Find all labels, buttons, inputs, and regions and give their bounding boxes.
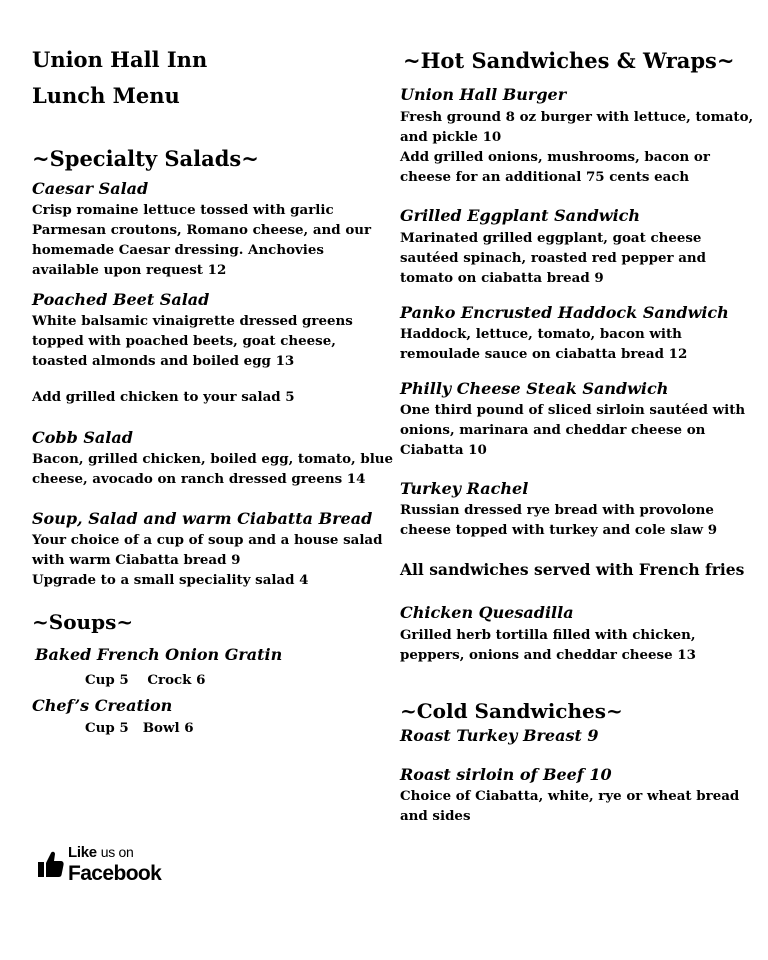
- cobb-salad-name: Cobb Salad: [32, 428, 133, 447]
- quesadilla-name: Chicken Quesadilla: [400, 603, 574, 622]
- roast-beef-description: Choice of Ciabatta, white, rye or wheat bread and sides: [400, 788, 740, 824]
- fries-note: All sandwiches served with French fries: [400, 560, 745, 579]
- eggplant-description: Marinated grilled eggplant, goat cheese sautéed spinach, roasted red pepper and tomato on ciabatta bread 9: [400, 230, 706, 286]
- burger-name: Union Hall Burger: [400, 85, 567, 104]
- facebook-brand-text: Facebook: [68, 862, 162, 885]
- quesadilla-description: Grilled herb tortilla filled with chicken, peppers, onions and cheddar cheese 13: [400, 627, 696, 663]
- philly-name: Philly Cheese Steak Sandwich: [400, 379, 669, 398]
- soup-salad-description: Your choice of a cup of soup and a house salad with warm Ciabatta bread 9 Upgrade to a small speciality salad 4: [32, 532, 383, 588]
- cobb-salad-description: Bacon, grilled chicken, boiled egg, tomato, blue cheese, avocado on ranch dressed greens 14: [32, 451, 394, 487]
- turkey-rachel-description: Russian dressed rye bread with provolone cheese topped with turkey and cole slaw 9: [400, 502, 718, 538]
- eggplant-name: Grilled Eggplant Sandwich: [400, 206, 641, 225]
- burger-description: Fresh ground 8 oz burger with lettuce, tomato, and pickle 10 Add grilled onions, mushrooms, bacon or cheese for an additional 75 cents each: [400, 109, 754, 185]
- turkey-rachel-name: Turkey Rachel: [400, 479, 529, 498]
- add-chicken-note: Add grilled chicken to your salad 5: [32, 389, 295, 405]
- restaurant-name: Union Hall Inn: [32, 47, 208, 72]
- caesar-salad-description: Crisp romaine lettuce tossed with garlic Parmesan croutons, Romano cheese, and our homemade Caesar dressing. Anchovies available upon request 12: [32, 202, 372, 278]
- thumbs-up-icon: [38, 850, 64, 878]
- haddock-name: Panko Encrusted Haddock Sandwich: [400, 303, 729, 322]
- soups-heading: ~Soups~: [32, 610, 134, 634]
- cold-sandwiches-heading: ~Cold Sandwiches~: [400, 699, 623, 723]
- roast-turkey-item: Roast Turkey Breast 9: [400, 726, 599, 745]
- soup-salad-name: Soup, Salad and warm Ciabatta Bread: [32, 509, 373, 528]
- caesar-salad-name: Caesar Salad: [32, 179, 149, 198]
- beet-salad-description: White balsamic vinaigrette dressed greens topped with poached beets, goat cheese, toasted almonds and boiled egg 13: [32, 313, 353, 369]
- hot-sandwiches-heading: ~Hot Sandwiches & Wraps~: [403, 48, 735, 73]
- salads-heading: ~Specialty Salads~: [32, 146, 259, 171]
- chefs-creation-name: Chef’s Creation: [32, 696, 173, 715]
- philly-description: One third pound of sliced sirloin sautéed with onions, marinara and cheddar cheese on Ciabatta 10: [400, 402, 746, 458]
- facebook-like-badge[interactable]: [36, 840, 162, 888]
- menu-title: Lunch Menu: [32, 83, 180, 108]
- haddock-description: Haddock, lettuce, tomato, bacon with remoulade sauce on ciabatta bread 12: [400, 326, 688, 362]
- onion-soup-prices: Cup 5 Crock 6: [85, 672, 206, 688]
- beet-salad-name: Poached Beet Salad: [32, 290, 210, 309]
- roast-beef-name: Roast sirloin of Beef 10: [400, 765, 612, 784]
- chefs-creation-prices: Cup 5 Bowl 6: [85, 720, 194, 736]
- onion-soup-name: Baked French Onion Gratin: [35, 645, 283, 664]
- facebook-like-text: Like us on: [68, 844, 134, 861]
